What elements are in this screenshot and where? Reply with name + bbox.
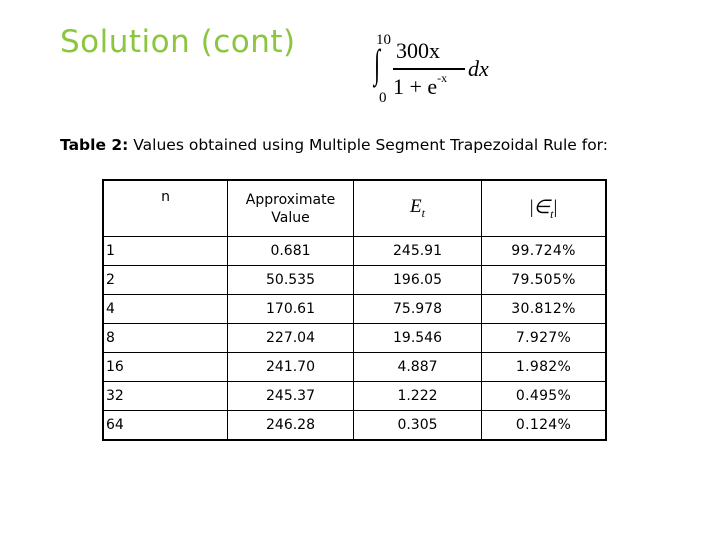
cell-n: 64	[103, 411, 228, 441]
cell-approximate-value: 50.535	[228, 266, 354, 295]
cell-approximate-value: 170.61	[228, 295, 354, 324]
table-row	[103, 324, 606, 353]
table-caption	[60, 136, 608, 154]
cell-relative-error: 0.124%	[482, 411, 607, 441]
integral-sign: ∫	[374, 41, 381, 86]
cell-true-error: 4.887	[354, 353, 482, 382]
table-row	[103, 411, 606, 441]
cell-true-error: 0.305	[354, 411, 482, 441]
table-row	[103, 382, 606, 411]
cell-relative-error: 7.927%	[482, 324, 607, 353]
table-header-row	[103, 180, 606, 237]
cell-n: 2	[103, 266, 228, 295]
header-approximate-value: Approximate Value	[228, 180, 354, 237]
results-table	[102, 179, 607, 441]
cell-approximate-value: 227.04	[228, 324, 354, 353]
cell-true-error: 1.222	[354, 382, 482, 411]
cell-true-error: 19.546	[354, 324, 482, 353]
cell-relative-error: 0.495%	[482, 382, 607, 411]
table-row	[103, 266, 606, 295]
upper-limit: 10	[376, 32, 391, 48]
cell-relative-error: 1.982%	[482, 353, 607, 382]
differential: dx	[468, 56, 489, 81]
cell-approximate-value: 241.70	[228, 353, 354, 382]
cell-true-error: 75.978	[354, 295, 482, 324]
cell-approximate-value: 246.28	[228, 411, 354, 441]
fraction-bar	[393, 68, 465, 70]
integral-formula	[368, 28, 498, 112]
cell-n: 16	[103, 353, 228, 382]
denominator-exponent: -x	[437, 70, 448, 85]
cell-n: 4	[103, 295, 228, 324]
numerator: 300x	[396, 38, 440, 63]
cell-relative-error: 30.812%	[482, 295, 607, 324]
relative-error-symbol: $|\in_t|$	[529, 196, 558, 221]
header-relative-error	[482, 180, 607, 237]
cell-relative-error: 79.505%	[482, 266, 607, 295]
cell-true-error: 245.91	[354, 237, 482, 266]
cell-approximate-value: 0.681	[228, 237, 354, 266]
caption-label: Table 2:	[60, 136, 129, 154]
cell-n: 8	[103, 324, 228, 353]
table-row	[103, 353, 606, 382]
denominator-base: 1 + e	[393, 74, 438, 99]
denominator	[393, 70, 448, 100]
slide-title: Solution (cont)	[60, 24, 296, 60]
cell-approximate-value: 245.37	[228, 382, 354, 411]
header-true-error	[354, 180, 482, 237]
true-error-symbol: $E_t$	[410, 196, 425, 220]
table-row	[103, 237, 606, 266]
caption-text: Values obtained using Multiple Segment Trapezoidal Rule for:	[133, 136, 609, 154]
cell-n: 1	[103, 237, 228, 266]
lower-limit: 0	[379, 90, 387, 106]
cell-relative-error: 99.724%	[482, 237, 607, 266]
table-row	[103, 295, 606, 324]
header-n: n	[103, 180, 228, 237]
cell-true-error: 196.05	[354, 266, 482, 295]
cell-n: 32	[103, 382, 228, 411]
